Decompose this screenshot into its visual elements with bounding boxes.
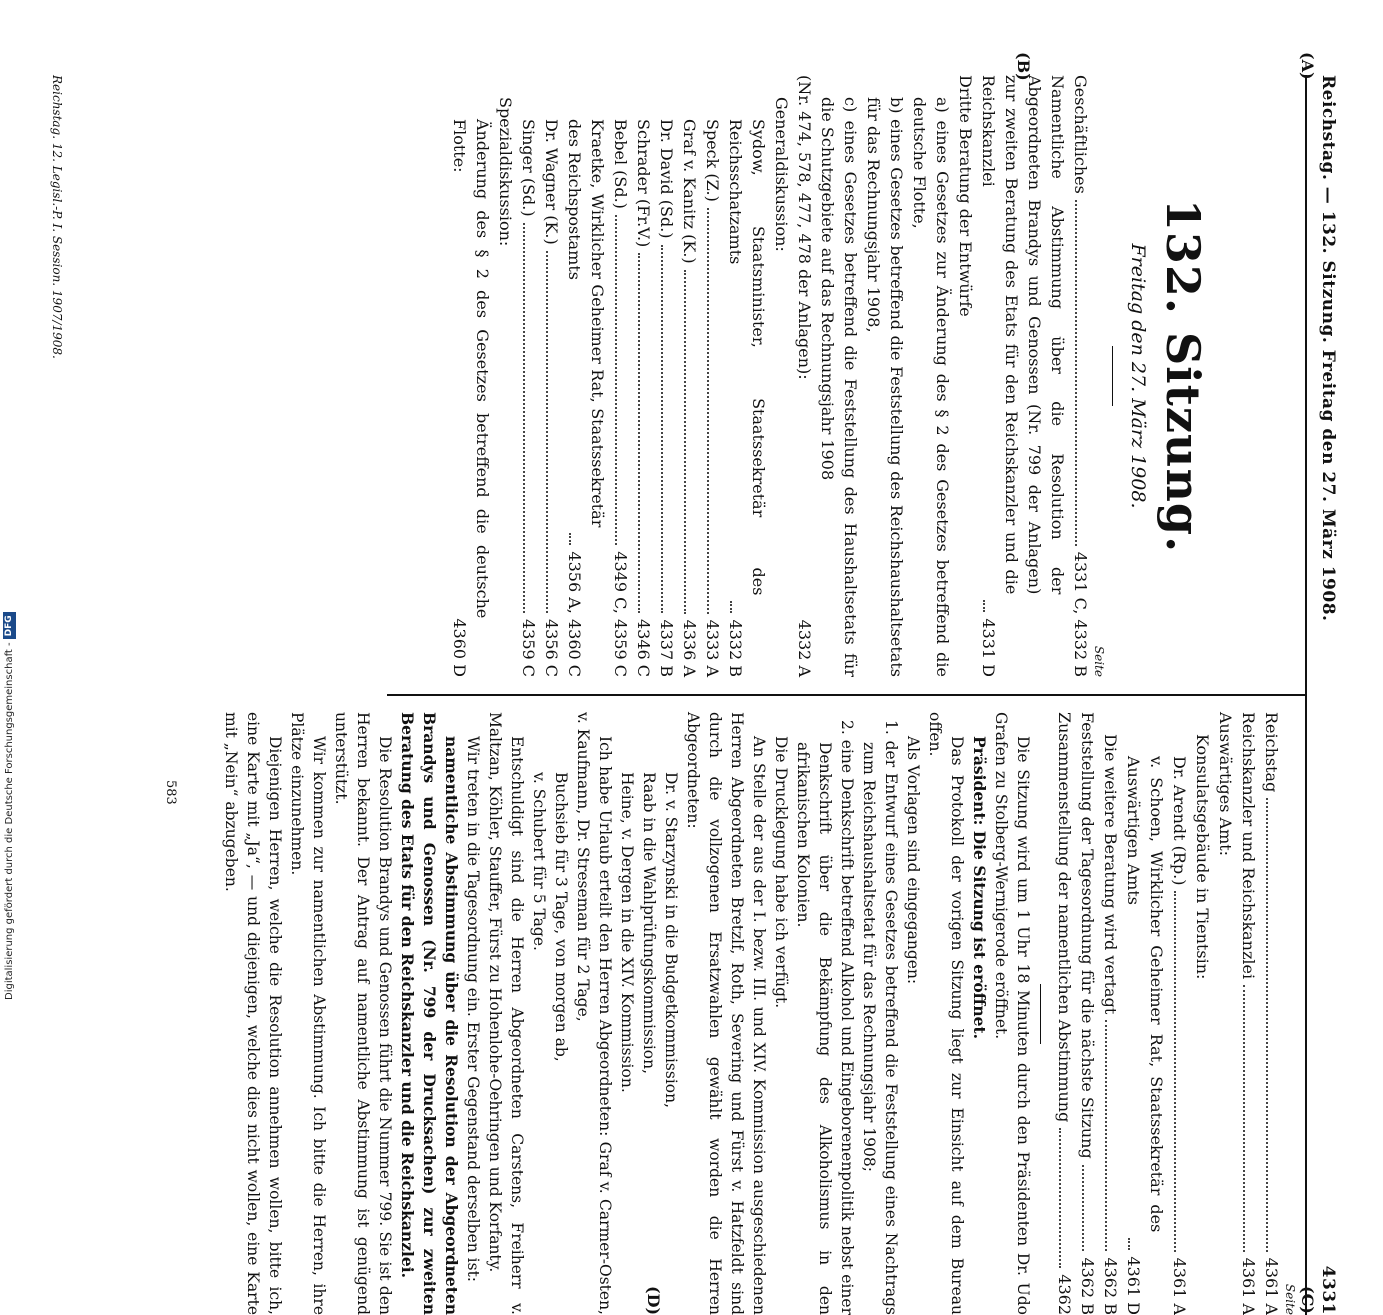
toc-leader-dots: [730, 601, 732, 613]
running-head: [1312, 75, 1338, 1315]
leave-member-1: Buchsieb für 3 Tage, von morgen ab,: [552, 772, 570, 1062]
section-rule: [1040, 984, 1041, 1044]
toc-entry-text: Änderung des § 2 des Gesetzes betreffend die deutsche Flotte:: [450, 119, 492, 619]
toc-entry-text: Schrader (Fr.V.): [634, 119, 653, 248]
toc-entry: [724, 75, 770, 677]
submission-item-1: 1. der Entwurf eines Gesetzes betreffend die Feststellung eines Nachtrags zum Reichshaushaltsetat für das Rechnungsjahr 1908;: [860, 720, 900, 1315]
toc-entry-text: Konsulatsgebäude in Tientsin:: [1193, 734, 1212, 980]
toc-leader-dots: [1266, 798, 1268, 1251]
toc-entry-page: 4359 C: [519, 618, 538, 677]
submission-item-2: 2. eine Denkschrift betreffend Alkohol und Eingeborenenpolitik nebst einer Denkschrift über die Bekämpfung des Alkoholismus in den afrikanischen Kolonien.: [794, 720, 856, 1315]
running-head-title: Reichstag. — 132. Sitzung. Freitag den 27. März 1908.: [1318, 75, 1338, 622]
table-of-contents-continued: [1053, 712, 1283, 1315]
president-statement: Präsident: Die Sitzung ist eröffnet.: [970, 736, 989, 1040]
toc-entry-text: Reichstag: [1262, 712, 1281, 793]
session-title: 132. Sitzung.: [1156, 198, 1210, 554]
toc-entry: [1076, 712, 1099, 1315]
margin-mark-a: (A): [1298, 52, 1317, 80]
toc-entry-text: Geschäftliches: [1071, 75, 1090, 194]
toc-entry-page: 4349 C, 4359 C: [611, 551, 630, 677]
toc-entry-text: Spezialdiskussion:: [496, 97, 515, 247]
session-date: Freitag den 27. März 1908.: [1127, 243, 1149, 509]
toc-entry-page: 4332 A: [795, 619, 814, 677]
toc-entry-page: 4362 B: [1101, 1257, 1120, 1315]
running-head-page-number: 4331: [1318, 1265, 1338, 1315]
toc-leader-dots: [684, 270, 686, 614]
toc-entry: [954, 75, 977, 677]
toc-entry: [1191, 712, 1214, 1315]
margin-mark-d: (D): [644, 1286, 663, 1315]
toc-entry: [678, 75, 701, 677]
toc-entry-text: Graf v. Kanitz (K.): [680, 119, 699, 264]
toc-entry-page: 4337 B: [657, 619, 676, 677]
toc-entry-text: Dr. Wagner (K.): [542, 119, 561, 245]
digitization-credit-text: Digitalisierung gefördert durch die Deutsche Forschungsgemeinschaft -: [3, 642, 15, 1000]
toc-leader-dots: [615, 215, 617, 545]
toc-leader-dots: [1075, 200, 1077, 546]
toc-entry: [1260, 712, 1283, 1315]
toc-entry-text: Generaldiskussion:: [772, 97, 791, 252]
dfg-logo: DFG: [3, 612, 16, 639]
digitization-credit: [2, 600, 16, 1000]
toc-entry: [1214, 712, 1237, 1315]
toc-leader-dots: [983, 600, 985, 612]
toc-entry-text: b) eines Gesetzes betreffend die Feststellung des Reichshaushaltsetats für das Rechnungsjahr 1908,: [864, 97, 906, 677]
toc-entry-page: 4362 B: [1078, 1257, 1097, 1315]
toc-entry-page: 4331 C, 4332 B: [1071, 551, 1090, 677]
toc-entry: [816, 75, 862, 677]
toc-entry: [655, 75, 678, 677]
toc-leader-dots: [1059, 1128, 1061, 1268]
toc-leader-dots: [1174, 891, 1176, 1251]
toc-leader-dots: [1105, 1020, 1107, 1251]
toc-entry-text: Speck (Z.): [703, 119, 722, 202]
opening-paragraph: Die Sitzung wird um 1 Uhr 18 Minuten durch den Präsidenten Dr. Udo Grafen zu Stolberg-Wernigerode eröffnet.: [992, 712, 1032, 1315]
toc-entry-page: 4356 A, 4360 C: [565, 551, 584, 677]
toc-entry-text: (Nr. 474, 578, 477, 478 der Anlagen):: [795, 75, 814, 380]
toc-entry-text: Sydow, Staatsminister, Staatssekretär des Reichsschatzamts: [726, 119, 768, 596]
elected-member-1: Dr. v. Starzynski in die Budgetkommission,: [662, 772, 680, 1109]
toc-entry-page: 4361 A: [1170, 1257, 1189, 1315]
sheet-number: 583: [163, 780, 178, 805]
toc-entry: [540, 75, 563, 677]
toc-entry-text: a) eines Gesetzes zur Änderung des § 2 des Gesetzes betreffend die deutsche Flotte,: [910, 97, 952, 677]
toc-entry-text: c) eines Gesetzes betreffend die Feststellung des Haushaltsetats für die Schutzgebiete auf das Rechnungsjahr 1908: [818, 97, 860, 677]
toc-entry-text: Reichskanzler und Reichskanzlei: [1239, 712, 1258, 980]
toc-entry-text: Singer (Sd.): [519, 119, 538, 217]
margin-mark-c: (C): [1298, 1286, 1317, 1314]
toc-entry-page: 4333 A: [703, 619, 722, 677]
toc-entry-text: Auswärtiges Amt:: [1216, 712, 1235, 857]
toc-entry-page: 4361 A: [1239, 1257, 1258, 1315]
toc-entry: [793, 75, 816, 677]
left-column: [448, 75, 1211, 677]
toc-entry: [1069, 75, 1092, 677]
resolution-paragraph: Die Resolution Brandys und Genossen führt die Nummer 799. Sie ist den Herren bekannt. Der Antrag auf namentliche Abstimmung ist genügend unterstützt.: [332, 712, 394, 1315]
toc-entry: [862, 75, 908, 677]
title-rule: [1112, 346, 1113, 406]
toc-entry-page: 4356 C: [542, 618, 561, 677]
toc-entry-text: Zusammenstellung der namentlichen Abstimmung: [1055, 712, 1074, 1123]
toc-entry-page: 4346 C: [634, 618, 653, 677]
toc-entry-text: Dr. Arendt (Rp.): [1170, 756, 1189, 886]
footer-note: Reichstag. 12. Legisl.-P. I. Session. 1907/1908.: [50, 75, 64, 359]
toc-entry: [609, 75, 632, 677]
excused-paragraph: Entschuldigt sind die Herren Abgeordneten Carstens, Freiherr v. Maltzan, Köhler, Stauffer, Fürst zu Hohenlohe-Oehringen und Korfanty.: [486, 712, 526, 1315]
toc-entry: [448, 75, 494, 677]
seite-label-right: Seite: [1283, 1283, 1297, 1315]
toc-leader-dots: [569, 533, 571, 545]
toc-entry-text: Bebel (Sd.): [611, 119, 630, 209]
elected-member-2: Raab in die Wahlprüfungskommission,: [640, 772, 658, 1075]
toc-entry-page: 4361 A: [1262, 1257, 1281, 1315]
table-of-contents: [448, 75, 1092, 677]
leave-paragraph: Ich habe Urlaub erteilt den Herren Abgeordneten: Graf v. Carmer-Osten, v. Kaufmann, Dr. Streseman für 2 Tage,: [574, 712, 614, 1315]
toc-entry-text: v. Schoen, Wirklicher Geheimer Rat, Staatssekretär des Auswärtigen Amts: [1124, 756, 1166, 1233]
commission-paragraph: An Stelle der aus der I. bezw. III. und XIV. Kommission ausgeschiedenen Herren Abgeordneten Bretzlf, Roth, Severing und Fürst v. Hatzfeldt sind durch die vollzogenen Ersatzwahlen gewählt worden die Herren Abgeordneten:: [684, 712, 768, 1315]
print-order-paragraph: Die Drucklegung habe ich verfügt.: [772, 736, 790, 1009]
leave-member-2: v. Schubert für 5 Tage.: [530, 772, 548, 951]
toc-leader-dots: [1128, 1238, 1130, 1250]
column-divider: [387, 694, 1307, 696]
vote-instructions-paragraph: Diejenigen Herren, welche die Resolution annehmen wollen, bitte ich, eine Karte mit „Ja“, — und diejenigen, welche dies nicht wollen, eine Karte mit „Nein“ abzugeben.: [222, 712, 284, 1315]
toc-entry-text: Kraetke, Wirklicher Geheimer Rat, Staatssekretär des Reichspostamts: [565, 119, 607, 528]
toc-entry: [701, 75, 724, 677]
toc-entry: [563, 75, 609, 677]
toc-entry-page: 4361 D: [1124, 1256, 1143, 1315]
toc-entry-text: Dritte Beratung der Entwürfe: [956, 75, 975, 317]
toc-entry: [770, 75, 793, 677]
toc-entry: [632, 75, 655, 677]
toc-entry: [1168, 712, 1191, 1315]
toc-leader-dots: [546, 251, 548, 613]
toc-leader-dots: [523, 223, 525, 613]
right-column: [220, 712, 1297, 1315]
toc-leader-dots: [1243, 985, 1245, 1252]
elected-member-3: Heine, v. Dergen in die XIV. Kommission.: [618, 772, 636, 1093]
agenda-paragraph: Wir treten in die Tagesordnung ein. Erster Gegenstand derselben ist:: [464, 736, 482, 1283]
toc-entry-text: Namentliche Abstimmung über die Resolution der Abgeordneten Brandys und Genossen (Nr. 799 der Anlagen) zur zweiten Beratung des Etats für den Reichskanzler und die Reichskanzlei: [979, 75, 1067, 595]
toc-leader-dots: [638, 253, 640, 613]
agenda-item-paragraph: namentliche Abstimmung über die Resolution der Abgeordneten Brandys und Genossen (Nr. 799 der Drucksachen) zur zweiten Beratung des Etats für den Reichskanzler und die Reichskanzlei.: [398, 712, 461, 1315]
toc-entry: [977, 75, 1069, 677]
toc-entry: [1122, 712, 1168, 1315]
toc-entry: [1053, 712, 1076, 1315]
toc-leader-dots: [1082, 1165, 1084, 1252]
toc-entry-page: 4360 D: [450, 618, 469, 677]
toc-entry: [1237, 712, 1260, 1315]
toc-entry-text: Dr. David (Sd.): [657, 119, 676, 239]
submissions-paragraph: Als Vorlagen sind eingegangen:: [904, 736, 922, 985]
seite-label: Seite: [1092, 645, 1106, 677]
toc-entry: [908, 75, 954, 677]
vote-paragraph: Wir kommen zur namentlichen Abstimmung. Ich bitte die Herren, ihre Plätze einzunehmen.: [288, 712, 328, 1315]
protocol-paragraph: Das Protokoll der vorigen Sitzung liegt zur Einsicht auf dem Bureau offen.: [926, 712, 966, 1315]
toc-leader-dots: [661, 245, 663, 614]
toc-entry-page: 4336 A: [680, 619, 699, 677]
toc-leader-dots: [707, 208, 709, 614]
margin-mark-b: (B): [1014, 52, 1033, 81]
toc-entry-text: Die weitere Beratung wird vertagt: [1101, 734, 1120, 1015]
toc-entry: [1099, 712, 1122, 1315]
toc-entry: [494, 75, 517, 677]
toc-entry-page: 4362: [1055, 1274, 1074, 1315]
toc-entry-text: Feststellung der Tagesordnung für die nächste Sitzung: [1078, 712, 1097, 1159]
toc-entry-page: 4331 D: [979, 618, 998, 677]
toc-entry-page: 4332 B: [726, 619, 745, 677]
toc-entry: [517, 75, 540, 677]
